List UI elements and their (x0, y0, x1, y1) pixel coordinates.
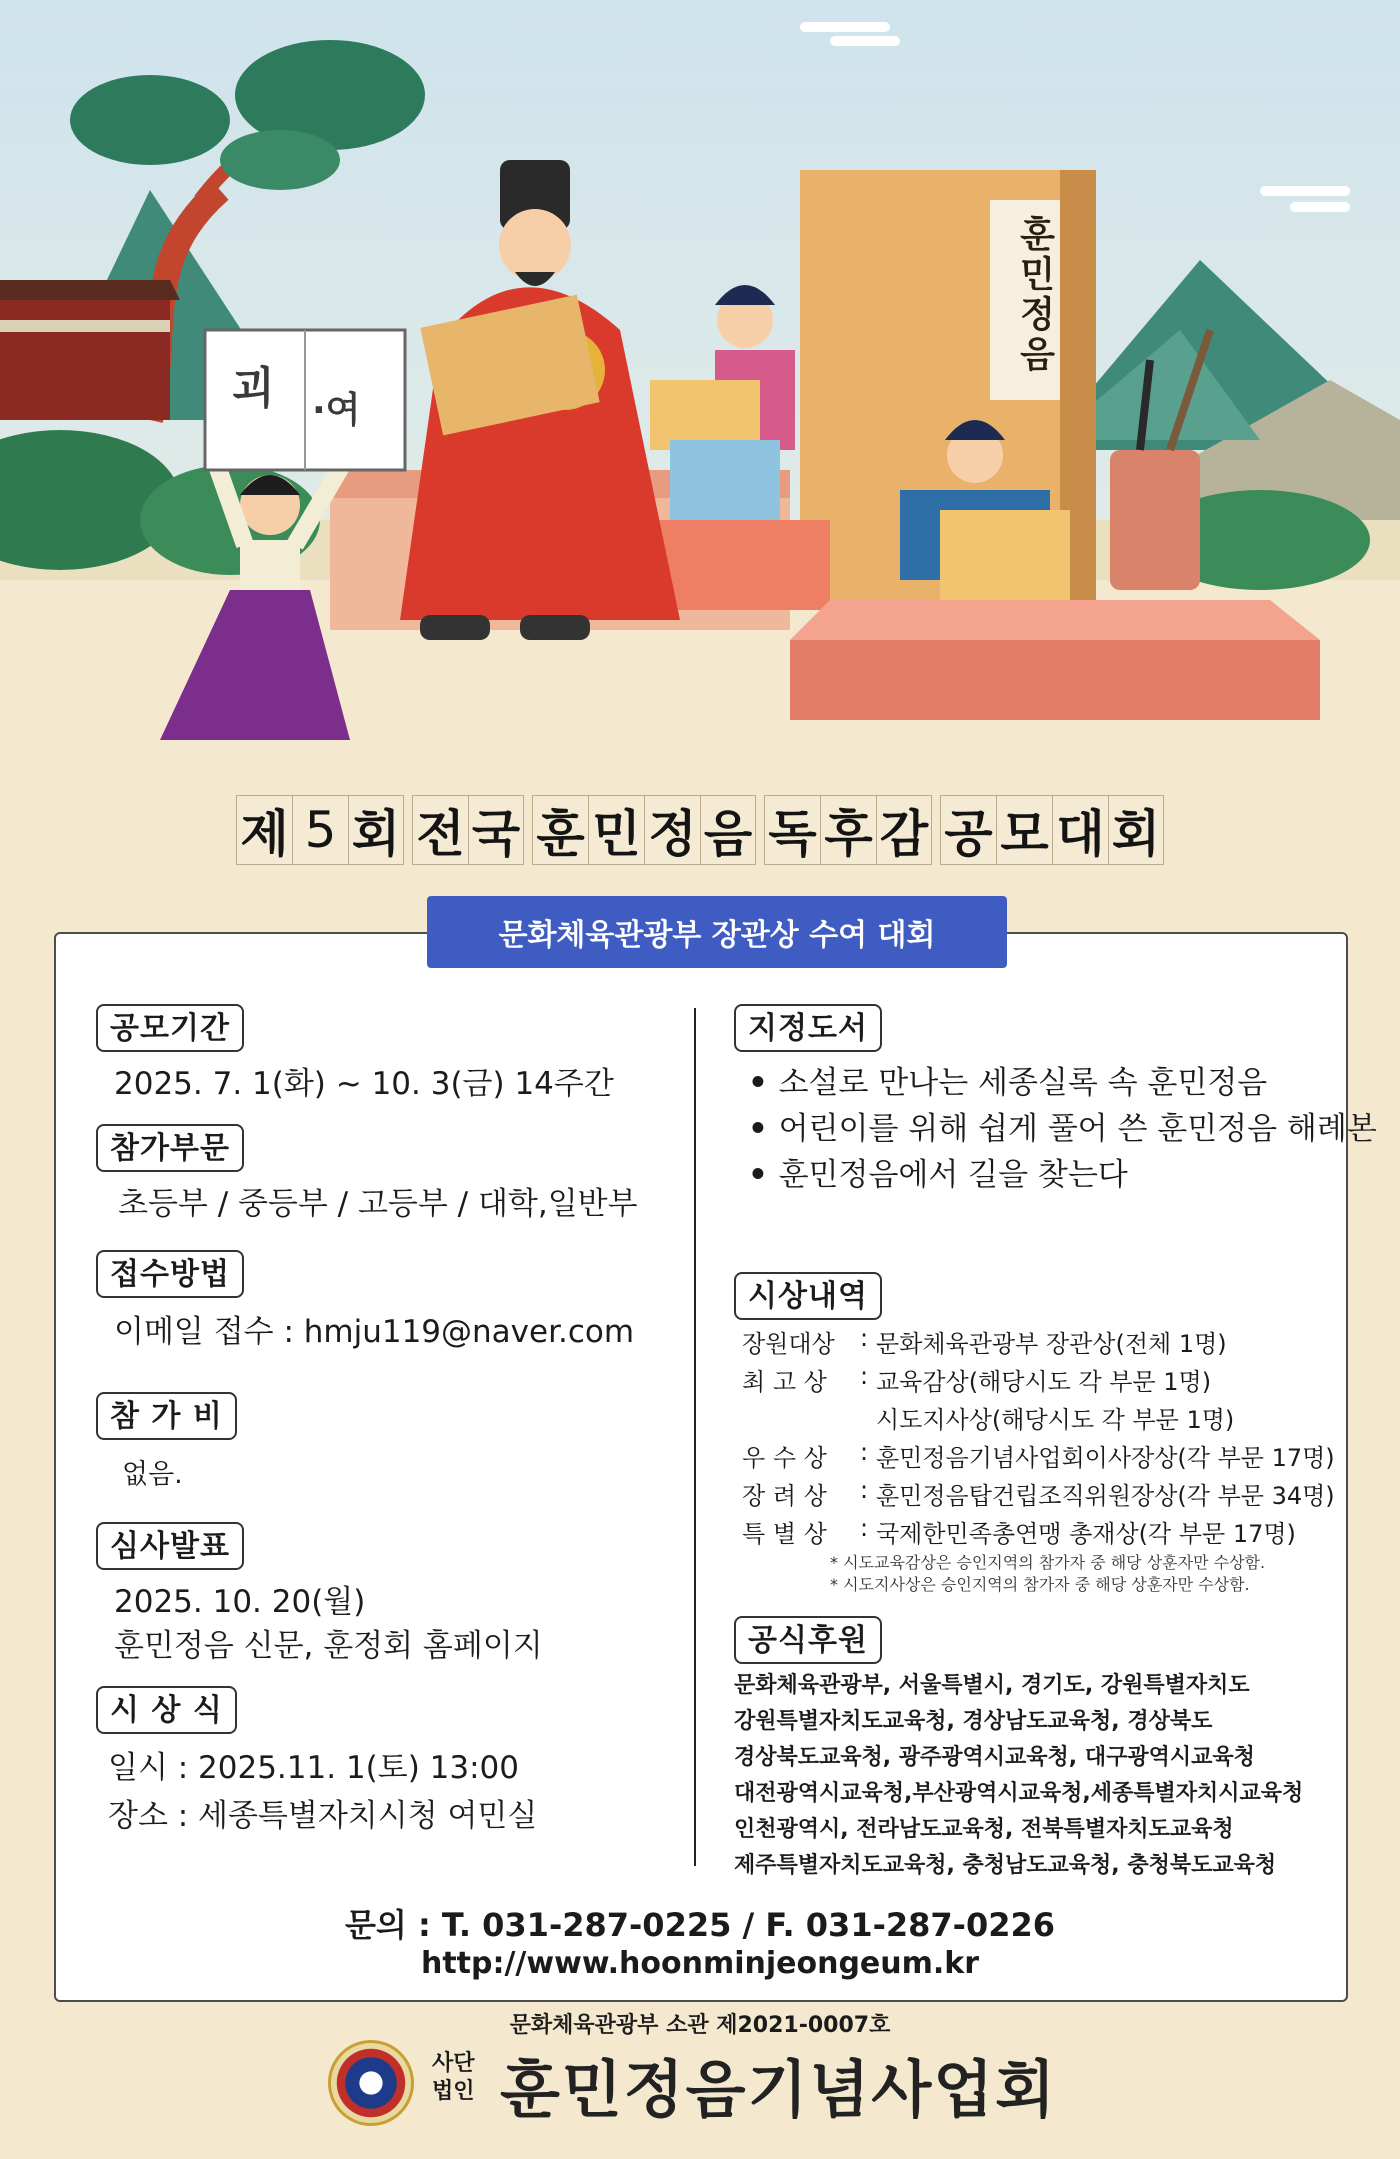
announce-place: 훈민정음 신문, 훈정회 홈페이지 (114, 1628, 543, 1664)
ceremony-place: 장소 : 세종특별자치시청 여민실 (108, 1798, 538, 1834)
award-name: 우 수 상 (742, 1444, 827, 1472)
award-detail: 국제한민족총연맹 총재상(각 부문 17명) (876, 1520, 1296, 1548)
list-item: • 훈민정음에서 길을 찾는다 (748, 1152, 1377, 1198)
title-char: 후 (820, 795, 876, 865)
hero-illustration (0, 0, 1400, 780)
sponsor-line: 강원특별자치도교육청, 경상남도교육청, 경상북도 (734, 1709, 1213, 1734)
title-char: 전 (412, 795, 468, 865)
corp-type-line2: 법인 (432, 2079, 475, 2104)
title-char: 대 (1052, 795, 1108, 865)
page-title (62, 788, 1338, 872)
award-detail: 시도지사상(해당시도 각 부문 1명) (876, 1406, 1235, 1434)
award-name (742, 1400, 860, 1435)
title-char: 회 (348, 795, 404, 865)
sign-text-left: 괴 (232, 363, 275, 414)
award-note: * 시도교육감상은 승인지역의 참가자 중 해당 상훈자만 수상함. (830, 1553, 1266, 1572)
award-row: 장원대상 : 문화체육관광부 장관상(전체 1명) (742, 1324, 1227, 1358)
ceremony-time: 일시 : 2025.11. 1(토) 13:00 (108, 1750, 519, 1786)
title-char: 회 (1108, 795, 1164, 865)
fee-value: 없음. (122, 1459, 183, 1490)
award-row: 우 수 상 : 훈민정음기념사업회이사장상(각 부문 17명) (742, 1438, 1335, 1472)
emblem-icon (328, 2040, 414, 2126)
category-label: 참가부문 (96, 1124, 244, 1172)
period-value: 2025. 7. 1(화) ~ 10. 3(금) 14주간 (114, 1066, 614, 1102)
book-list (748, 1060, 1377, 1198)
submission-label: 접수방법 (96, 1250, 244, 1298)
sponsor-line: 제주특별자치도교육청, 충청남도교육청, 충청북도교육청 (734, 1853, 1277, 1878)
sponsor-line: 대전광역시교육청,부산광역시교육청,세종특별자치시교육청 (734, 1781, 1304, 1806)
column-divider (694, 1008, 696, 1866)
contact-phone: 문의 : T. 031-287-0225 / F. 031-287-0226 (344, 1906, 1056, 1944)
sponsor-line: 문화체육관광부, 서울특별시, 경기도, 강원특별자치도 (734, 1673, 1250, 1698)
book-spine-label: 훈민정음 (1014, 215, 1055, 375)
sponsor-line: 경상북도교육청, 광주광역시교육청, 대구광역시교육청 (734, 1745, 1255, 1770)
award-ribbon: 문화체육관광부 장관상 수여 대회 (427, 896, 1007, 968)
announce-label: 심사발표 (96, 1522, 244, 1570)
registration-text: 문화체육관광부 소관 제2021-0007호 (509, 2013, 891, 2038)
fee-label: 참 가 비 (96, 1392, 237, 1440)
title-char: 음 (700, 795, 756, 865)
sponsor-list (734, 1668, 1303, 1884)
period-label: 공모기간 (96, 1004, 244, 1052)
org-name: 훈민정음기념사업회 (500, 2053, 1058, 2126)
award-name: 최 고 상 (742, 1368, 827, 1396)
submission-value: 이메일 접수 : hmju119@naver.com (114, 1314, 635, 1350)
title-char: 정 (644, 795, 700, 865)
title-char: 감 (876, 795, 932, 865)
award-name: 장원대상 (742, 1330, 835, 1358)
list-item: • 어린이를 위해 쉽게 풀어 쓴 훈민정음 해례본 (748, 1106, 1377, 1152)
title-char: 제 (236, 795, 292, 865)
award-row: 특 별 상 : 국제한민족총연맹 총재상(각 부문 17명) (742, 1514, 1296, 1548)
sponsors-label: 공식후원 (734, 1616, 882, 1664)
award-row (742, 1400, 1234, 1435)
award-detail: 훈민정음기념사업회이사장상(각 부문 17명) (876, 1444, 1335, 1472)
award-note: * 시도지사상은 승인지역의 참가자 중 해당 상훈자만 수상함. (830, 1575, 1250, 1594)
list-item: • 소설로 만나는 세종실록 속 훈민정음 (748, 1060, 1377, 1106)
award-name: 특 별 상 (742, 1520, 827, 1548)
title-char: 모 (996, 795, 1052, 865)
sign-text-right: ·여 (312, 390, 361, 431)
corp-type (432, 2050, 475, 2106)
category-value: 초등부 / 중등부 / 고등부 / 대학,일반부 (118, 1186, 638, 1222)
contact-url[interactable]: http://www.hoonminjeongeum.kr (420, 1946, 980, 1981)
award-detail: 교육감상(해당시도 각 부문 1명) (876, 1368, 1212, 1396)
books-label: 지정도서 (734, 1004, 882, 1052)
award-row: 장 려 상 : 훈민정음탑건립조직위원장상(각 부문 34명) (742, 1476, 1335, 1510)
award-detail: 훈민정음탑건립조직위원장상(각 부문 34명) (876, 1482, 1335, 1510)
title-char: 5 (292, 795, 348, 865)
title-char: 공 (940, 795, 996, 865)
sponsor-line: 인천광역시, 전라남도교육청, 전북특별자치도교육청 (734, 1817, 1234, 1842)
ceremony-label: 시 상 식 (96, 1686, 237, 1734)
title-char: 훈 (532, 795, 588, 865)
awards-label: 시상내역 (734, 1272, 882, 1320)
title-char: 민 (588, 795, 644, 865)
title-char: 독 (764, 795, 820, 865)
award-name: 장 려 상 (742, 1482, 827, 1510)
award-detail: 문화체육관광부 장관상(전체 1명) (876, 1330, 1227, 1358)
announce-date: 2025. 10. 20(월) (114, 1584, 366, 1620)
award-row: 최 고 상 : 교육감상(해당시도 각 부문 1명) (742, 1362, 1212, 1396)
title-char: 국 (468, 795, 524, 865)
corp-type-line1: 사단 (432, 2051, 475, 2076)
